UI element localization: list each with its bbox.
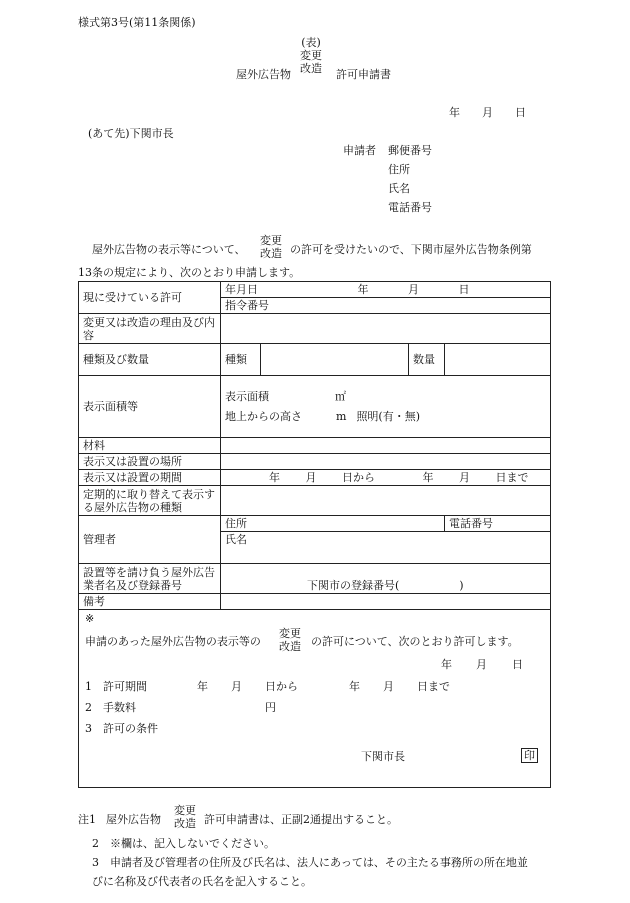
applicant-name: 氏名 [388,182,410,195]
note-1-options: 変更 改造 [174,804,196,830]
note-1-suffix: 許可申請書は、正副2通提出すること。 [204,813,398,826]
qty-label: 数量 [409,344,445,376]
title-suffix: 許可申請書 [336,68,391,81]
reason-field[interactable] [221,314,551,344]
item-3-num: 3 [85,722,92,735]
manager-address-field[interactable]: 住所 [221,516,445,532]
note-2: 2 ※欄は、記入しないでください。 [92,837,275,850]
period-label: 表示又は設置の期間 [79,470,221,486]
periodic-label: 定期的に取り替えて表示する屋外広告物の種類 [79,486,221,516]
area-label: 表示面積等 [79,376,221,438]
qty-field[interactable] [445,344,551,376]
manager-label: 管理者 [79,516,221,564]
current-permit-date[interactable]: 年月日 年 月 日 [221,282,551,298]
kind-field[interactable] [261,344,409,376]
fee-yen: 円 [265,701,276,714]
material-field[interactable] [221,438,551,454]
note-1-num: 注1 [78,813,96,826]
reason-label: 変更又は改造の理由及び内容 [79,314,221,344]
remarks-field[interactable] [221,594,551,610]
contractor-label: 設置等を請け負う屋外広告業者名及び登録番号 [79,564,221,594]
seal-box: 印 [521,748,538,763]
office-use-section: ※ 申請のあった屋外広告物の表示等の 変更 改造 の許可について、次のとおり許可します。 年 月 日 1 許可期間 年 月 日から 年 月 日まで 2 手数料 円 3 許可の条件 下関市長 印 [79,610,551,788]
form-number: 様式第3号(第11条関係) [78,16,196,29]
location-label: 表示又は設置の場所 [79,454,221,470]
note-3-line1: 3 申請者及び管理者の住所及び氏名は、法人にあっては、その主たる事務所の所在地並 [92,856,528,869]
form-title [300,36,322,75]
manager-name-field[interactable]: 氏名 [221,532,551,564]
remarks-label: 備考 [79,594,221,610]
item-2-num: 2 [85,701,92,714]
material-label: 材料 [79,438,221,454]
period-field[interactable]: 年 月 日から 年 月 日まで [221,470,551,486]
title-top: (表) [301,36,321,49]
applicant-label: 申請者 [343,144,376,157]
item-3-label: 許可の条件 [103,722,158,735]
application-table [78,281,551,788]
office-options: 変更 改造 [279,627,301,653]
item-1-label: 許可期間 [103,680,147,693]
location-field[interactable] [221,454,551,470]
item-1-num: 1 [85,680,92,693]
note-1-prefix: 屋外広告物 [106,813,161,826]
mayor-signature: 下関市長 [361,750,405,763]
current-permit-label: 現に受けている許可 [79,282,221,314]
office-text-part1: 申請のあった屋外広告物の表示等の [85,635,261,648]
title-option-remodel: 改造 [300,62,322,75]
kind-qty-label: 種類及び数量 [79,344,221,376]
office-text-part2: の許可について、次のとおり許可します。 [311,635,519,648]
applicant-address: 住所 [388,163,410,176]
addressee: (あて先)下関市長 [88,127,174,140]
intro-options: 変更 改造 [260,234,282,260]
periodic-field[interactable] [221,486,551,516]
title-option-change: 変更 [300,49,322,62]
office-mark: ※ [85,612,95,625]
applicant-postal: 郵便番号 [388,144,432,157]
area-field[interactable]: 表示面積 ㎡ 地上からの高さ m 照明(有・無) [221,376,551,438]
directive-number-field[interactable]: 指令番号 [221,298,551,314]
applicant-phone: 電話番号 [388,201,432,214]
kind-label: 種類 [221,344,261,376]
manager-phone-field[interactable]: 電話番号 [445,516,551,532]
contractor-field[interactable]: 下関市の登録番号( ) [221,564,551,594]
title-prefix: 屋外広告物 [236,68,291,81]
note-3-line2: びに名称及び代表者の氏名を記入すること。 [92,875,312,888]
item-2-label: 手数料 [103,701,136,714]
